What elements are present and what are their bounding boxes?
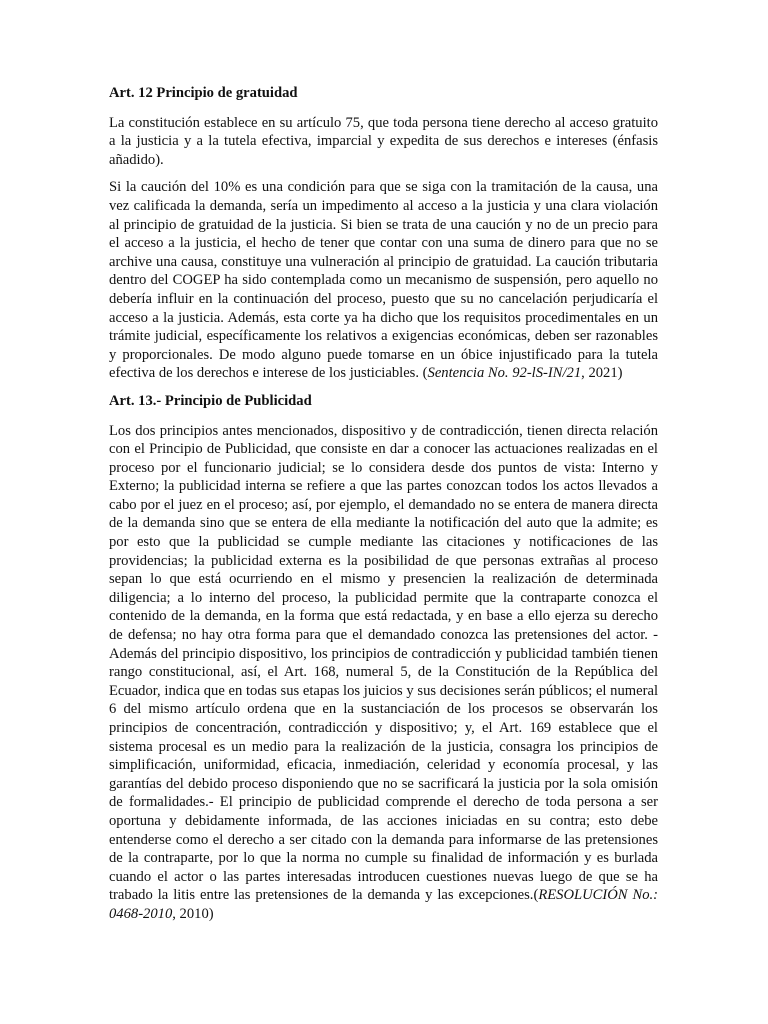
- paragraph-art-13-publicidad: [109, 422, 658, 924]
- paragraph-art-12-constitution: [109, 114, 658, 170]
- section-heading-art-13: Art. 13.- Principio de Publicidad: [109, 392, 312, 409]
- document-page: [109, 84, 658, 933]
- citation-sentencia: Sentencia No. 92-lS-IN/21: [427, 365, 582, 382]
- citation-resolucion: RESOLUCIÓN No.: 0468-2010: [109, 887, 659, 922]
- paragraph-art-12-caucion: [109, 178, 658, 383]
- paragraph-text: Los dos principios antes mencionados, dispositivo y de contradicción, tienen directa relación con el Principio de Publicidad, que consiste en dar a conocer las actuaciones realizadas en el proceso por el funcionario judicial; se lo considera desde dos puntos de vista: Interno y Externo; la publicidad interna se refiere a que las partes conozcan todos los actos llevados a cabo por el juez en el proceso; así, por ejemplo, el demandado no se entera de manera directa de la demanda sino que se entera de ella mediante la notificación del auto que la admite; es por esto que la publicidad se cumple mediante las citaciones y notificaciones de las providencias; la publicidad externa es la posibilidad de que personas extrañas al proceso sepan lo que está ocurriendo en el mismo y presencien la realización de determinada diligencia; a lo interno del proceso, la publicidad permite que la contraparte conozca el contenido de la demanda, en la forma que está redactada, y en base a ello ejerza su derecho de defensa; no hay otra forma para que el demandado conozca las pretensiones del actor. - Además del principio dispositivo, los principios de contradicción y publicidad también tienen rango constitucional, así, el Art. 168, numeral 5, de la Constitución de la República del Ecuador, indica que en todas sus etapas los juicios y sus decisiones serán públicos; el numeral 6 del mismo artículo ordena que en la sustanciación de los procesos se observarán los principios de concentración, contradicción y dispositivo; y, el Art. 169 establece que el sistema procesal es un medio para la realización de la justicia, consagra los principios de simplificación, uniformidad, eficacia, inmediación, celeridad y economía procesal, y las garantías del debido proceso disponiendo que no se sacrificará la justicia por la sola omisión de formalidades.- El principio de publicidad comprende el derecho de toda persona a ser oportuna y debidamente informada, de las acciones iniciadas en su contra; esto debe entenderse como el derecho a ser citado con la demanda para informarse de las pretensiones de la contraparte, por lo que la norma no cumple su finalidad de información y es burlada cuando el actor o las partes interesadas introducen cuestiones nuevas luego de que se ha trabado la litis entre las pretensiones de la demanda y las excepciones.(: [109, 422, 658, 904]
- paragraph-text: Si la caución del 10% es una condición para que se siga con la tramitación de la causa, una vez calificada la demanda, sería un impedimento al acceso a la justicia y una clara violación al principio de gratuidad de la justicia. Si bien se trata de una caución y no de un precio para el acceso a la justicia, el hecho de tener que contar con una suma de dinero para que no se archive una causa, constituye una vulneración al principio de gratuidad. La caución tributaria dentro del COGEP ha sido contemplada como un mecanismo de suspensión, pero aquello no debería influir en la continuación del proceso, puesto que su no cancelación perjudicaría el acceso a la justicia. Además, esta corte ya ha dicho que los requisitos procedimentales en un trámite judicial, específicamente los relativos a exigencias económicas, deben ser razonables y proporcionales. De modo alguno puede tomarse en un óbice injustificado para la tutela efectiva de los derechos e interese de los justiciables. (: [109, 179, 658, 382]
- citation-year: , 2010): [172, 905, 214, 922]
- section-heading-art-12: Art. 12 Principio de gratuidad: [109, 85, 298, 101]
- paragraph-text: La constitución establece en su artículo 75, que toda persona tiene derecho al acceso gratuito a la justicia y a la tutela efectiva, imparcial y expedita de sus derechos e intereses (énfasis añadido).: [109, 114, 658, 168]
- citation-year: , 2021): [581, 365, 623, 382]
